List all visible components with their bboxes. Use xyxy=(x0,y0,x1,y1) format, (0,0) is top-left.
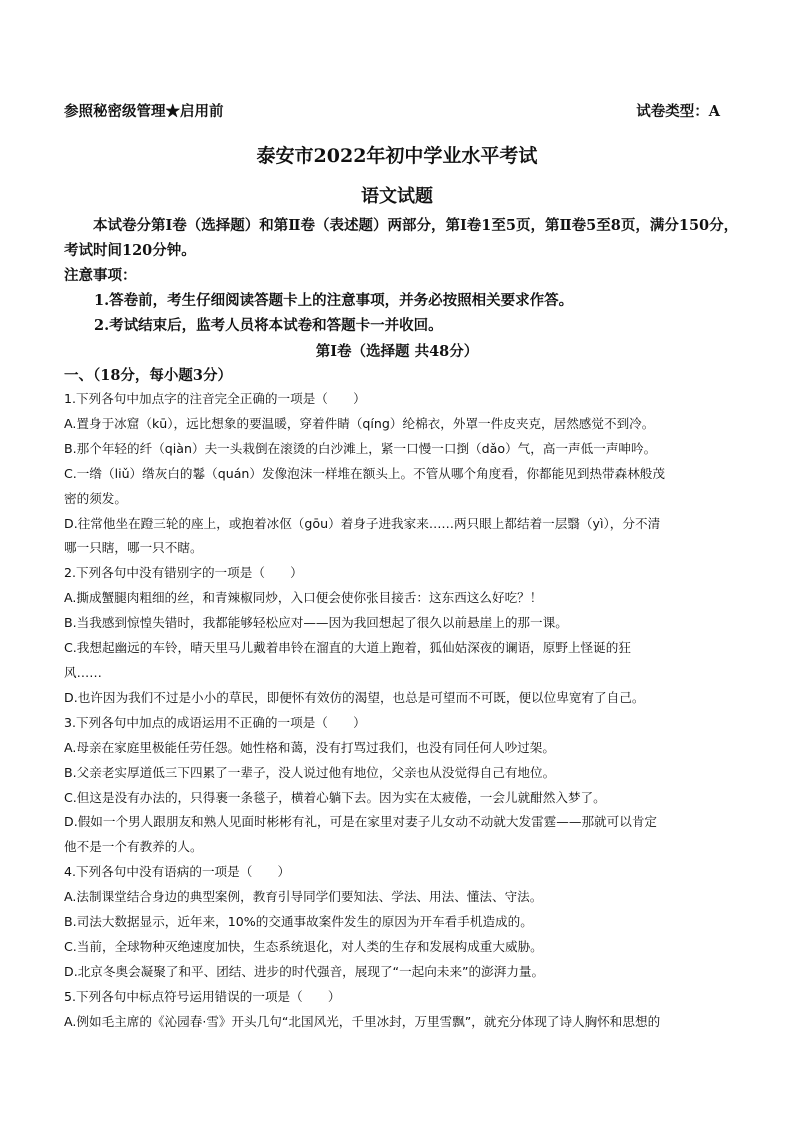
question-line: D.北京冬奥会凝聚了和平、团结、进步的时代强音，展现了“一起向未来”的澎湃力量。 xyxy=(64,963,545,979)
confidentiality-label: 参照秘密级管理★启用前 xyxy=(64,103,224,120)
question-line: C.当前，全球物种灭绝速度加快，生态系统退化，对人类的生存和发展构成重大威胁。 xyxy=(64,938,543,954)
question-line: C.一绺（liǔ）绺灰白的鬈（quán）发像泡沫一样堆在额头上。不管从哪个角度看，你都能见到热带森林般茂 xyxy=(64,465,665,481)
question-line: A.母亲在家庭里极能任劳任怨。她性格和蔼，没有打骂过我们，也没有同任何人吵过架。 xyxy=(64,739,555,755)
question-line: B.司法大数据显示，近年来，10%的交通事故案件发生的原因为开车看手机造成的。 xyxy=(64,914,533,930)
question-line: B.当我感到惊惶失错时，我都能够轻松应对——因为我回想起了很久以前悬崖上的那一课。 xyxy=(64,615,568,631)
note-item: 2.考试结束后，监考人员将本试卷和答题卡一并收回。 xyxy=(94,317,443,334)
question-line: 3.下列各句中加点的成语运用不正确的一项是（ ） xyxy=(64,714,366,730)
section-title: 一、（18分，每小题3分） xyxy=(64,367,233,384)
question-line: 密的须发。 xyxy=(64,490,127,506)
question-list xyxy=(64,387,734,1035)
note-item: 1.答卷前，考生仔细阅读答题卡上的注意事项，并务必按照相关要求作答。 xyxy=(94,292,574,309)
question-line: C.但这是没有办法的，只得裹一条毯子，横着心躺下去。因为实在太疲倦，一会儿就酣然入梦了。 xyxy=(64,789,606,805)
question-line: C.我想起幽远的车铃，晴天里马儿戴着串铃在溜直的大道上跑着，狐仙姑深夜的谰语，原野上怪诞的狂 xyxy=(64,640,631,656)
exam-intro: 本试卷分第Ⅰ卷（选择题）和第Ⅱ卷（表述题）两部分，第Ⅰ卷1至5页，第Ⅱ卷5至8页，满分150分，考试时间120分钟。 xyxy=(64,217,739,259)
question-line: D.也许因为我们不过是小小的草民，即便怀有效仿的渴望，也总是可望而不可既，便以位卑宽宥了自己。 xyxy=(64,689,645,705)
question-line: B.那个年轻的纤（qiàn）夫一头栽倒在滚烫的白沙滩上，紧一口慢一口捯（dǎo）气，高一声低一声呻吟。 xyxy=(64,440,657,456)
question-line: A.法制课堂结合身边的典型案例，教育引导同学们要知法、学法、用法、懂法、守法。 xyxy=(64,889,543,905)
question-line: A.例如毛主席的《沁园春·雪》开头几句“北国风光，千里冰封，万里雪飘”，就充分体现了诗人胸怀和思想的 xyxy=(64,1013,661,1029)
question-line: 5.下列各句中标点符号运用错误的一项是（ ） xyxy=(64,988,341,1004)
part-title: 第Ⅰ卷（选择题 共48分） xyxy=(315,343,479,360)
question-line: 他不是一个有教养的人。 xyxy=(64,839,203,855)
exam-title: 泰安市2022年初中学业水平考试 xyxy=(256,145,538,167)
question-line: A.置身于冰窟（kū），远比想象的要温暖，穿着件睛（qíng）纶棉衣，外罩一件皮夹克，居然感觉不到冷。 xyxy=(64,415,655,431)
question-line: 风…… xyxy=(64,664,102,680)
question-line: D.假如一个男人跟朋友和熟人见面时彬彬有礼，可是在家里对妻子儿女动不动就大发雷霆——那就可以肯定 xyxy=(64,814,658,830)
question-line: 4.下列各句中没有语病的一项是（ ） xyxy=(64,864,291,880)
notes-title: 注意事项： xyxy=(64,267,137,284)
question-line: 2.下列各句中没有错别字的一项是（ ） xyxy=(64,565,303,581)
question-line: 1.下列各句中加点字的注音完全正确的一项是（ ） xyxy=(64,391,366,406)
header-row xyxy=(64,100,720,121)
exam-subtitle: 语文试题 xyxy=(361,186,433,207)
question-line: 哪一只瞎，哪一只不瞎。 xyxy=(64,540,203,556)
paper-type-label: 试卷类型：A xyxy=(636,103,720,120)
question-line: B.父亲老实厚道低三下四累了一辈子，没人说过他有地位，父亲也从没觉得自己有地位。 xyxy=(64,764,556,780)
question-line: D.往常他坐在蹬三轮的座上，或抱着冰伛（gōu）着身子进我家来……两只眼上都结着一层翳（yì），分不清 xyxy=(64,515,661,531)
question-line: A.撕成蟹腿肉粗细的丝，和青辣椒同炒，入口便会使你张目接舌：这东西这么好吃？！ xyxy=(64,590,543,606)
